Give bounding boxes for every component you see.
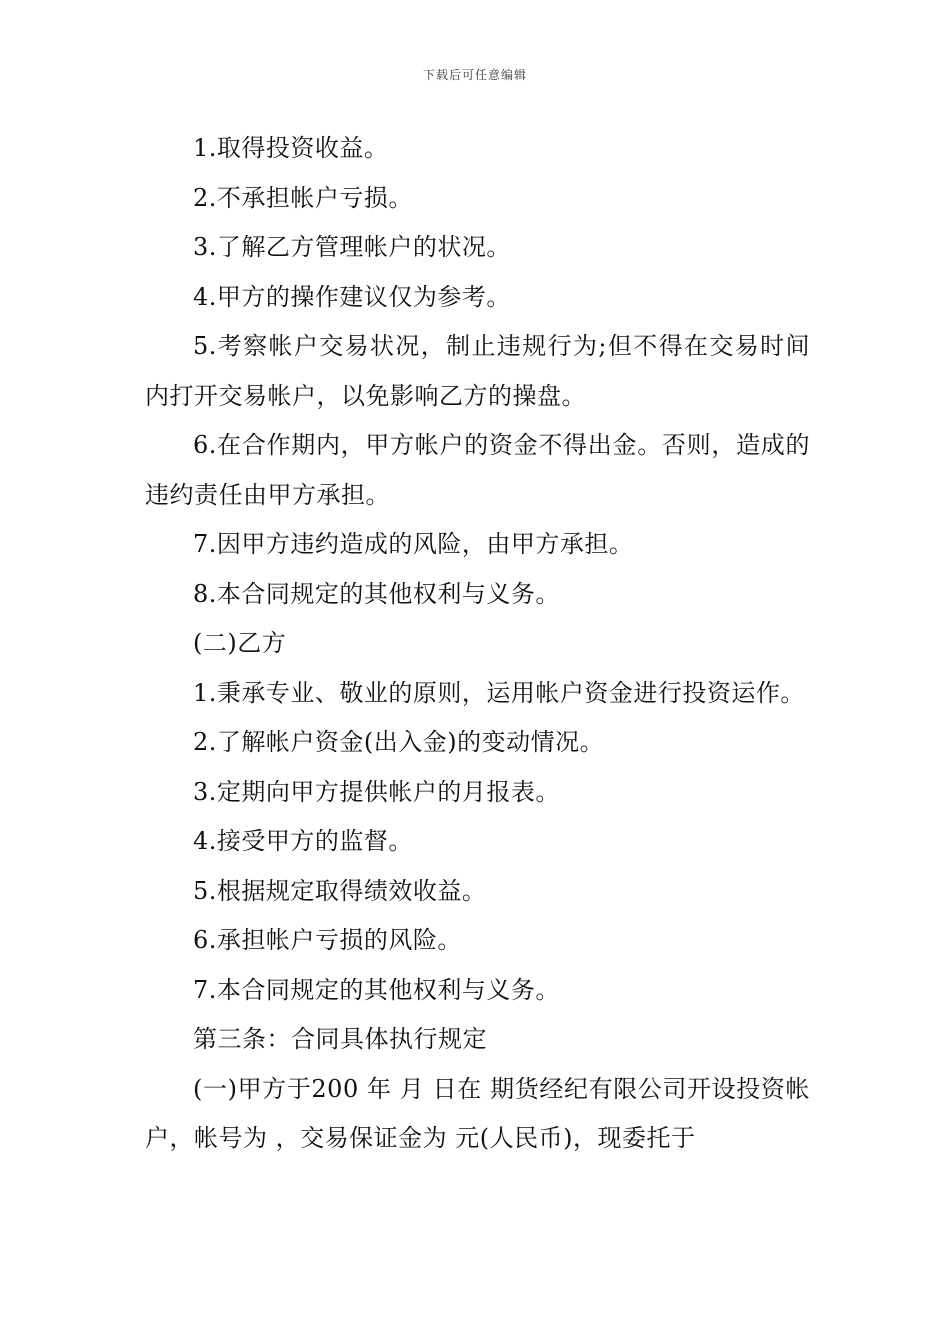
paragraph-15: 7.本合同规定的其他权利与义务。	[193, 975, 560, 1004]
paragraph-2: 2.不承担帐户亏损。	[193, 183, 413, 212]
paragraph-5: 5.考察帐户交易状况，制止违规行为;但不得在交易时间内打开交易帐户，以免影响乙方的操盘。	[145, 332, 810, 410]
paragraph-4: 4.甲方的操作建议仅为参考。	[193, 282, 511, 311]
paragraph-13: 5.根据规定取得绩效收益。	[193, 876, 487, 905]
paragraph-8: 8.本合同规定的其他权利与义务。	[193, 579, 560, 608]
page-header: 下载后可任意编辑	[422, 68, 527, 82]
paragraph-7: 7.因甲方违约造成的风险，由甲方承担。	[193, 530, 634, 558]
paragraph-9: 1.秉承专业、敬业的原则，运用帐户资金进行投资运作。	[193, 678, 805, 707]
paragraph-14: 6.承担帐户亏损的风险。	[193, 926, 462, 954]
paragraph-6: 6.在合作期内，甲方帐户的资金不得出金。否则，造成的违约责任由甲方承担。	[145, 431, 810, 509]
paragraph-3: 3.了解乙方管理帐户的状况。	[193, 233, 511, 261]
section-heading-party-b: (二)乙方	[193, 629, 287, 657]
paragraph-1: 1.取得投资收益。	[193, 134, 389, 162]
paragraph-10: 2.了解帐户资金(出入金)的变动情况。	[193, 728, 605, 756]
paragraph-16: (一)甲方于200 年 月 日在 期货经纪有限公司开设投资帐户，帐号为 ，交易保证金为 元(人民币)，现委托于	[145, 1074, 810, 1152]
document-body	[145, 124, 810, 1164]
paragraph-12: 4.接受甲方的监督。	[193, 827, 413, 855]
paragraph-11: 3.定期向甲方提供帐户的月报表。	[193, 777, 560, 806]
article-three-heading: 第三条：合同具体执行规定	[193, 1025, 487, 1053]
